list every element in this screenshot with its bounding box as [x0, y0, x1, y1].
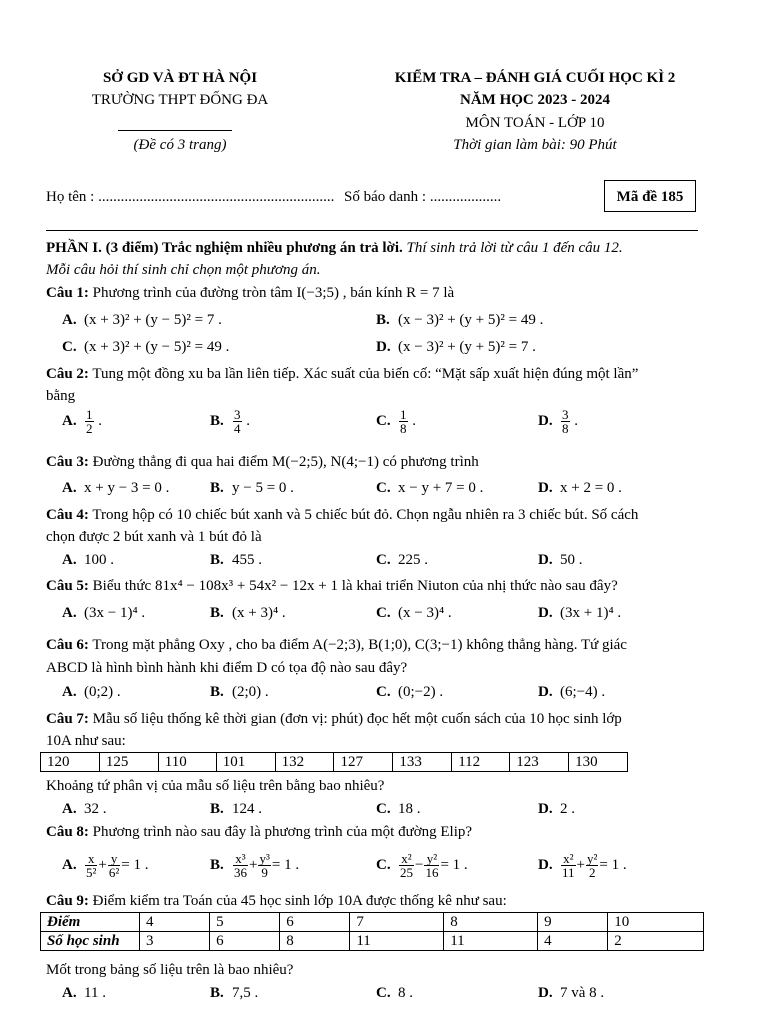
table-cell: 8	[280, 932, 350, 951]
q1-option-a[interactable]: A. (x + 3)² + (y − 5)² = 7 .	[62, 312, 222, 328]
table-cell: 130	[569, 753, 628, 772]
q4-option-d[interactable]: D. 50 .	[538, 552, 583, 568]
part1-instruction: Mỗi câu hỏi thí sinh chỉ chọn một phương án.	[46, 262, 321, 278]
question-8: Câu 8: Phương trình nào sau đây là phương trình của một đường Elip?	[46, 824, 473, 840]
question-2: Câu 2: Tung một đồng xu ba lần liên tiếp. Xác suất của biến cố: “Mặt sấp xuất hiện đúng một lần”	[46, 366, 639, 382]
q3-option-d[interactable]: D. x + 2 = 0 .	[538, 480, 622, 496]
q7-data-table	[40, 752, 628, 772]
q1-option-c[interactable]: C. (x + 3)² + (y − 5)² = 49 .	[62, 339, 230, 355]
q2-option-b[interactable]: B. $\frac{3}{4}$ .	[210, 407, 250, 436]
table-cell: 127	[334, 753, 393, 772]
q8-option-b[interactable]: B. $\frac{\text{x³}}{36}$ + $\frac{\text{y³}}{9}$ = 1 .	[210, 851, 300, 880]
question-6: Câu 6: Trong mặt phẳng Oxy , cho ba điểm A(−2;3), B(1;0), C(3;−1) không thẳng hàng. Tứ giác	[46, 637, 627, 653]
q9-option-a[interactable]: A. 11 .	[62, 985, 106, 1001]
q9-option-c[interactable]: C. 8 .	[376, 985, 413, 1001]
part1-title-italic: Thí sinh trả lời từ câu 1 đến câu 12.	[402, 240, 623, 256]
table-row	[41, 913, 704, 932]
q9-data-table	[40, 912, 704, 951]
table-header-cell: Điểm	[41, 913, 140, 932]
q2-option-c[interactable]: C. $\frac{1}{8}$ .	[376, 407, 416, 436]
table-cell: 123	[510, 753, 569, 772]
table-cell: 5	[210, 913, 280, 932]
exam-title: KIỂM TRA – ĐÁNH GIÁ CUỐI HỌC KÌ 2	[394, 70, 676, 86]
q3-option-b[interactable]: B. y − 5 = 0 .	[210, 480, 294, 496]
table-cell: 7	[350, 913, 444, 932]
table-cell: 8	[444, 913, 538, 932]
question-4-cont: chọn được 2 bút xanh và 1 bút đỏ là	[46, 529, 262, 545]
q5-option-b[interactable]: B. (x + 3)⁴ .	[210, 605, 286, 621]
q7-option-d[interactable]: D. 2 .	[538, 801, 575, 817]
student-name-field: Họ tên : ...............................................................	[46, 189, 335, 205]
table-cell: 6	[210, 932, 280, 951]
exam-code-box: Mã đề 185	[604, 180, 696, 212]
q3-option-c[interactable]: C. x − y + 7 = 0 .	[376, 480, 484, 496]
q2-option-d[interactable]: D. $\frac{3}{8}$ .	[538, 407, 578, 436]
header-underline	[118, 130, 232, 131]
table-cell: 6	[280, 913, 350, 932]
q9-option-d[interactable]: D. 7 và 8 .	[538, 985, 605, 1001]
question-4: Câu 4: Trong hộp có 10 chiếc bút xanh và 5 chiếc bút đỏ. Chọn ngẫu nhiên ra 3 chiếc bút. Số cách	[46, 507, 639, 523]
q1-option-d[interactable]: D. (x − 3)² + (y + 5)² = 7 .	[376, 339, 536, 355]
q6-option-a[interactable]: A. (0;2) .	[62, 684, 121, 700]
q5-option-d[interactable]: D. (3x + 1)⁴ .	[538, 605, 622, 621]
q8-option-d[interactable]: D. $\frac{\text{x²}}{11}$ + $\frac{\text{y²}}{2}$ = 1 .	[538, 851, 627, 880]
q8-option-a[interactable]: A. $\frac{x}{\text{5²}}$ + $\frac{y}{\text{6²}}$ = 1 .	[62, 851, 149, 880]
q9-option-b[interactable]: B. 7,5 .	[210, 985, 259, 1001]
table-cell: 112	[452, 753, 510, 772]
table-header-cell: Số học sinh	[41, 932, 140, 951]
question-text: Phương trình của đường tròn tâm I(−3;5) , bán kính R = 7 là	[88, 285, 455, 301]
question-2-cont: bằng	[46, 388, 76, 404]
table-cell: 10	[608, 913, 704, 932]
question-label: Câu 1:	[46, 285, 89, 301]
q6-option-d[interactable]: D. (6;−4) .	[538, 684, 606, 700]
question-9: Câu 9: Điểm kiểm tra Toán của 45 học sinh lớp 10A được thống kê như sau:	[46, 893, 507, 909]
table-cell: 11	[444, 932, 538, 951]
question-1	[46, 283, 454, 303]
q4-option-c[interactable]: C. 225 .	[376, 552, 428, 568]
question-7: Câu 7: Mẫu số liệu thống kê thời gian (đơn vị: phút) đọc hết một cuốn sách của 10 học sinh lớp	[46, 711, 622, 727]
table-row	[41, 932, 704, 951]
school-year: NĂM HỌC 2023 - 2024	[460, 92, 610, 108]
q1-option-b[interactable]: B. (x − 3)² + (y + 5)² = 49 .	[376, 312, 544, 328]
table-cell: 9	[538, 913, 608, 932]
department-name: SỞ GD VÀ ĐT HÀ NỘI	[102, 70, 258, 86]
page-count-note: (Đề có 3 trang)	[133, 137, 227, 153]
q5-option-a[interactable]: A. (3x − 1)⁴ .	[62, 605, 146, 621]
q6-option-b[interactable]: B. (2;0) .	[210, 684, 269, 700]
q8-option-c[interactable]: C. $\frac{\text{x²}}{25}$ − $\frac{\text{y²}}{16}$ = 1 .	[376, 851, 468, 880]
question-9-ask: Mốt trong bảng số liệu trên là bao nhiêu?	[46, 962, 294, 978]
question-3: Câu 3: Đường thẳng đi qua hai điểm M(−2;5), N(4;−1) có phương trình	[46, 454, 479, 470]
q4-option-b[interactable]: B. 455 .	[210, 552, 262, 568]
q7-option-c[interactable]: C. 18 .	[376, 801, 421, 817]
q7-option-b[interactable]: B. 124 .	[210, 801, 262, 817]
table-cell: 132	[275, 753, 334, 772]
q7-option-a[interactable]: A. 32 .	[62, 801, 107, 817]
question-6-cont: ABCD là hình bình hành khi điểm D có tọa độ nào sau đây?	[46, 660, 408, 676]
table-cell: 3	[140, 932, 210, 951]
subject-line: MÔN TOÁN - LỚP 10	[465, 115, 605, 131]
table-cell: 120	[41, 753, 100, 772]
question-7-ask: Khoảng tứ phân vị của mẫu số liệu trên bằng bao nhiêu?	[46, 778, 385, 794]
table-cell: 101	[216, 753, 275, 772]
time-allowed: Thời gian làm bài: 90 Phút	[453, 137, 617, 153]
question-7-cont: 10A như sau:	[46, 733, 126, 749]
student-id-field: Số báo danh : ...................	[344, 189, 502, 205]
table-cell: 133	[393, 753, 452, 772]
header-divider	[46, 230, 698, 231]
table-cell: 11	[350, 932, 444, 951]
part1-title	[46, 238, 623, 258]
table-cell: 110	[158, 753, 216, 772]
q5-option-c[interactable]: C. (x − 3)⁴ .	[376, 605, 452, 621]
table-cell: 4	[538, 932, 608, 951]
question-5: Câu 5: Biểu thức 81x⁴ − 108x³ + 54x² − 12x + 1 là khai triển Niuton của nhị thức nào sau đây?	[46, 578, 618, 594]
table-cell: 2	[608, 932, 704, 951]
q3-option-a[interactable]: A. x + y − 3 = 0 .	[62, 480, 170, 496]
q2-option-a[interactable]: A. $\frac{1}{2}$ .	[62, 407, 102, 436]
q6-option-c[interactable]: C. (0;−2) .	[376, 684, 444, 700]
table-cell: 4	[140, 913, 210, 932]
school-name: TRƯỜNG THPT ĐỐNG ĐA	[91, 92, 269, 108]
q4-option-a[interactable]: A. 100 .	[62, 552, 114, 568]
table-cell: 125	[99, 753, 158, 772]
part1-title-bold: PHẦN I. (3 điểm) Trắc nghiệm nhiều phương án trả lời.	[46, 240, 403, 256]
